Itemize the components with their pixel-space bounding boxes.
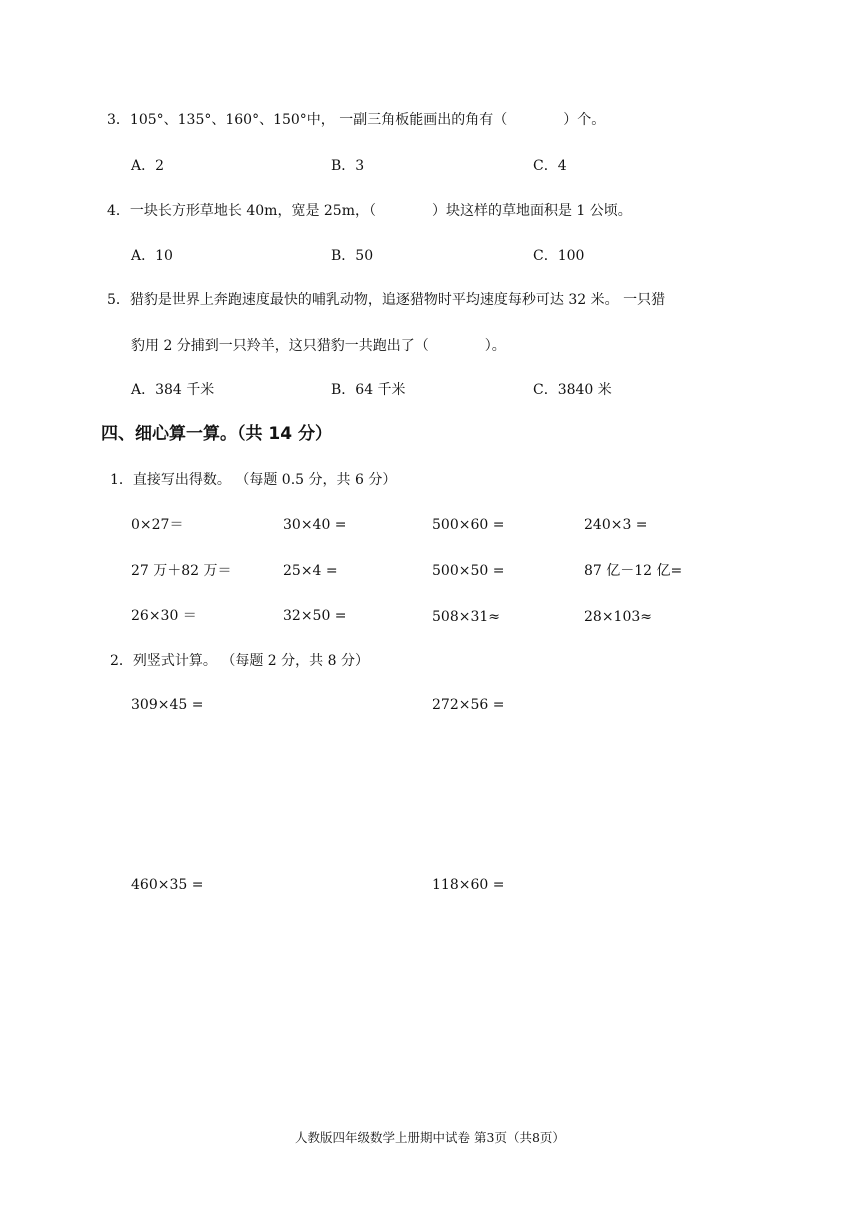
page-footer: 人教版四年级数学上册期中试卷 第3页（共8页） <box>295 1130 565 1145</box>
question-3-option-b: B．3 <box>331 158 365 174</box>
oral-calc-item: 30×40 = <box>283 517 347 533</box>
question-5-option-c: C．3840 米 <box>533 382 612 398</box>
subsection-1-title: 1．直接写出得数。 （每题 0.5 分，共 6 分） <box>110 472 397 488</box>
question-5-line-1: 5．猎豹是世界上奔跑速度最快的哺乳动物，追逐猎物时平均速度每秒可达 32 米。 一只猎 <box>107 292 666 308</box>
question-5-option-b: B．64 千米 <box>331 382 406 398</box>
subsection-2-title: 2．列竖式计算。 （每题 2 分，共 8 分） <box>110 653 369 669</box>
question-4-text: 4．一块长方形草地长 40m，宽是 25m，（ ）块这样的草地面积是 1 公顷。 <box>107 203 632 219</box>
question-4-option-c: C．100 <box>533 248 585 264</box>
oral-calc-item: 500×60 = <box>432 517 505 533</box>
oral-calc-item: 87 亿－12 亿= <box>584 563 683 579</box>
vertical-calc-item: 272×56 = <box>432 697 505 713</box>
question-3-option-a: A．2 <box>131 158 165 174</box>
oral-calc-item: 27 万＋82 万＝ <box>131 563 232 579</box>
oral-calc-item: 28×103≈ <box>584 609 652 625</box>
question-5-option-a: A．384 千米 <box>131 382 215 398</box>
question-4-option-b: B．50 <box>331 248 374 264</box>
vertical-calc-item: 118×60 = <box>432 877 505 893</box>
oral-calc-item: 508×31≈ <box>432 609 500 625</box>
oral-calc-item: 240×3 = <box>584 517 648 533</box>
question-5-line-2: 豹用 2 分捕到一只羚羊，这只猎豹一共跑出了（ ）。 <box>131 338 506 354</box>
oral-calc-item: 26×30 ＝ <box>131 608 197 624</box>
question-4-option-a: A．10 <box>131 248 173 264</box>
section-4-heading: 四、细心算一算。（共 14 分） <box>101 424 332 444</box>
oral-calc-item: 500×50 = <box>432 563 505 579</box>
oral-calc-item: 32×50 = <box>283 608 347 624</box>
vertical-calc-item: 309×45 = <box>131 697 204 713</box>
oral-calc-item: 0×27＝ <box>131 517 184 533</box>
vertical-calc-item: 460×35 = <box>131 877 204 893</box>
oral-calc-item: 25×4 = <box>283 563 338 579</box>
question-3-text: 3．105°、135°、160°、150°中， 一副三角板能画出的角有（ ）个。 <box>107 112 606 128</box>
question-3-option-c: C．4 <box>533 158 567 174</box>
